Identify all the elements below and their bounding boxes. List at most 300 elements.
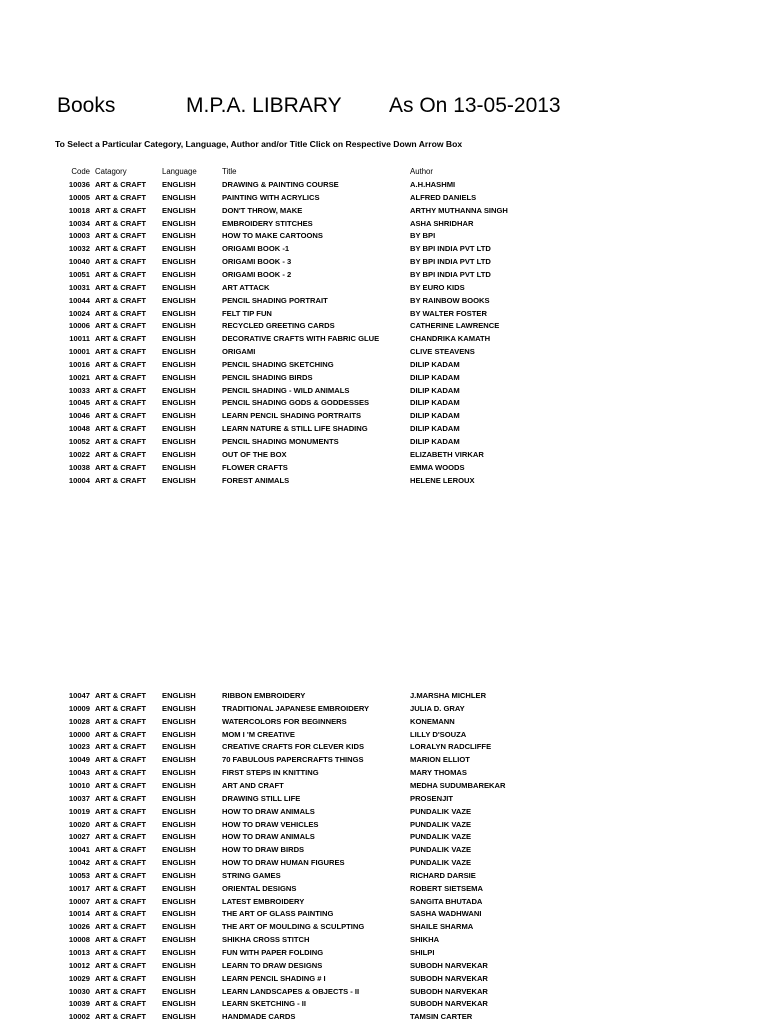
book-code: 10036 [68, 180, 90, 189]
book-title: EMBROIDERY STITCHES [222, 218, 313, 228]
book-title: ORIGAMI BOOK -1 [222, 244, 290, 254]
book-language: ENGLISH [162, 437, 196, 446]
table-row [0, 242, 768, 255]
book-category: ART & CRAFT [95, 922, 147, 932]
book-category: ART & CRAFT [95, 691, 147, 700]
book-author: BY RAINBOW BOOKS [410, 295, 490, 305]
book-title: PENCIL SHADING - WILD ANIMALS [222, 385, 350, 395]
book-author: BY BPI INDIA PVT LTD [410, 244, 491, 254]
book-language: ENGLISH [162, 449, 196, 459]
book-language: ENGLISH [162, 999, 196, 1009]
book-title: FIRST STEPS IN KNITTING [222, 768, 319, 778]
book-code: 10018 [68, 205, 90, 215]
book-code: 10029 [68, 973, 90, 983]
book-code: 10040 [68, 257, 90, 267]
book-code: 10042 [68, 858, 90, 868]
book-author: ASHA SHRIDHAR [410, 218, 474, 228]
book-title: ORIGAMI BOOK - 2 [222, 269, 292, 279]
book-category: ART & CRAFT [95, 398, 147, 408]
book-code: 10007 [68, 896, 90, 906]
book-code: 10003 [68, 231, 90, 241]
book-author: DILIP KADAM [410, 424, 460, 434]
book-author: BY BPI [410, 231, 436, 241]
book-category: ART & CRAFT [95, 896, 147, 906]
table-row [0, 920, 768, 933]
book-language: ENGLISH [162, 703, 196, 713]
book-author: DILIP KADAM [410, 398, 460, 408]
book-title: MOM I 'M CREATIVE [222, 729, 295, 739]
book-language: ENGLISH [162, 411, 196, 421]
table-row [0, 805, 768, 818]
header-books: Books [57, 94, 116, 117]
book-author: TAMSIN CARTER [410, 1012, 473, 1022]
book-author: PUNDALIK VAZE [410, 845, 472, 855]
table-row [0, 255, 768, 268]
book-code: 10038 [68, 462, 90, 472]
book-category: ART & CRAFT [95, 973, 147, 983]
book-category: ART & CRAFT [95, 180, 147, 189]
book-title: FLOWER CRAFTS [222, 462, 288, 472]
book-author: DILIP KADAM [410, 372, 460, 382]
book-code: 10045 [68, 398, 90, 408]
table-row [0, 882, 768, 895]
book-code: 10005 [68, 192, 90, 202]
book-code: 10012 [68, 960, 90, 970]
book-category: ART & CRAFT [95, 858, 147, 868]
book-code: 10041 [68, 845, 90, 855]
book-language: ENGLISH [162, 973, 196, 983]
book-author: EMMA WOODS [410, 462, 465, 472]
book-author: RICHARD DARSIE [410, 870, 476, 880]
book-author: A.H.HASHMI [410, 180, 456, 189]
book-category: ART & CRAFT [95, 411, 147, 421]
book-title: LEARN TO DRAW DESIGNS [222, 960, 323, 970]
table-row [0, 384, 768, 397]
book-language: ENGLISH [162, 793, 196, 803]
book-title: LEARN PENCIL SHADING # I [222, 973, 326, 983]
book-author: MARY THOMAS [410, 768, 467, 778]
book-code: 10039 [68, 999, 90, 1009]
table-row [0, 474, 768, 487]
book-author: ALFRED DANIELS [410, 192, 477, 202]
table-row [0, 191, 768, 204]
column-header-row [0, 165, 768, 178]
book-language: ENGLISH [162, 909, 196, 919]
book-code: 10014 [68, 909, 90, 919]
table-row [0, 830, 768, 843]
book-author: PUNDALIK VAZE [410, 832, 472, 842]
book-code: 10010 [68, 780, 90, 790]
book-code: 10006 [68, 321, 90, 331]
table-row [0, 435, 768, 448]
book-title: DON'T THROW, MAKE [222, 205, 303, 215]
book-code: 10032 [68, 244, 90, 254]
book-category: ART & CRAFT [95, 768, 147, 778]
book-language: ENGLISH [162, 806, 196, 816]
book-title: HOW TO MAKE CARTOONS [222, 231, 323, 241]
book-language: ENGLISH [162, 462, 196, 472]
book-code: 10016 [68, 359, 90, 369]
book-title: DRAWING STILL LIFE [222, 793, 301, 803]
book-author: DILIP KADAM [410, 385, 460, 395]
table-row [0, 371, 768, 384]
book-language: ENGLISH [162, 845, 196, 855]
book-title: PENCIL SHADING GODS & GODDESSES [222, 398, 370, 408]
header-library-name: M.P.A. LIBRARY [186, 94, 342, 117]
book-language: ENGLISH [162, 986, 196, 996]
table-row [0, 448, 768, 461]
book-title: ORIGAMI BOOK - 3 [222, 257, 292, 267]
book-title: 70 FABULOUS PAPERCRAFTS THINGS [222, 755, 364, 765]
book-code: 10044 [68, 295, 90, 305]
book-language: ENGLISH [162, 729, 196, 739]
book-category: ART & CRAFT [95, 819, 147, 829]
book-category: ART & CRAFT [95, 999, 147, 1009]
book-category: ART & CRAFT [95, 192, 147, 202]
book-language: ENGLISH [162, 960, 196, 970]
table-row [0, 818, 768, 831]
table-row [0, 422, 768, 435]
table-row [0, 178, 768, 191]
table-row [0, 396, 768, 409]
book-title: THE ART OF MOULDING & SCULPTING [222, 922, 365, 932]
book-title: ART ATTACK [222, 282, 270, 292]
book-code: 10043 [68, 768, 90, 778]
table-row [0, 959, 768, 972]
book-code: 10011 [69, 334, 90, 344]
book-language: ENGLISH [162, 475, 196, 485]
book-title: PENCIL SHADING MONUMENTS [222, 437, 339, 446]
book-language: ENGLISH [162, 205, 196, 215]
table-row [0, 766, 768, 779]
book-language: ENGLISH [162, 424, 196, 434]
book-language: ENGLISH [162, 883, 196, 893]
book-title: LATEST EMBROIDERY [222, 896, 305, 906]
book-code: 10028 [68, 716, 90, 726]
book-author: J.MARSHA MICHLER [410, 691, 487, 700]
book-author: SHIKHA [410, 935, 440, 945]
book-category: ART & CRAFT [95, 437, 147, 446]
col-category-header: Catagory [95, 167, 127, 176]
book-category: ART & CRAFT [95, 205, 147, 215]
col-author-header: Author [410, 167, 433, 176]
book-author: DILIP KADAM [410, 359, 460, 369]
book-language: ENGLISH [162, 269, 196, 279]
book-language: ENGLISH [162, 231, 196, 241]
book-language: ENGLISH [162, 321, 196, 331]
book-title: LEARN LANDSCAPES & OBJECTS - II [222, 986, 360, 996]
book-code: 10004 [68, 475, 90, 485]
table-row [0, 843, 768, 856]
book-title: HOW TO DRAW VEHICLES [222, 819, 319, 829]
book-language: ENGLISH [162, 180, 196, 189]
book-category: ART & CRAFT [95, 845, 147, 855]
book-language: ENGLISH [162, 832, 196, 842]
book-author: BY BPI INDIA PVT LTD [410, 269, 491, 279]
book-author: KONEMANN [410, 716, 455, 726]
book-code: 10051 [68, 269, 90, 279]
book-author: BY EURO KIDS [410, 282, 465, 292]
book-author: SHILPI [410, 948, 435, 957]
book-category: ART & CRAFT [95, 703, 147, 713]
book-category: ART & CRAFT [95, 385, 147, 395]
book-language: ENGLISH [162, 1012, 196, 1022]
table-row [0, 702, 768, 715]
table-row [0, 792, 768, 805]
book-code: 10049 [68, 755, 90, 765]
book-title: HOW TO DRAW ANIMALS [222, 806, 315, 816]
book-title: TRADITIONAL JAPANESE EMBROIDERY [222, 703, 370, 713]
book-code: 10031 [68, 282, 90, 292]
table-row [0, 345, 768, 358]
book-title: DRAWING & PAINTING COURSE [222, 180, 339, 189]
book-language: ENGLISH [162, 755, 196, 765]
book-title: HANDMADE CARDS [222, 1012, 296, 1022]
book-title: HOW TO DRAW ANIMALS [222, 832, 315, 842]
book-category: ART & CRAFT [95, 806, 147, 816]
book-category: ART & CRAFT [95, 793, 147, 803]
book-author: MEDHA SUDUMBAREKAR [410, 780, 506, 790]
book-code: 10033 [68, 385, 90, 395]
book-title: DECORATIVE CRAFTS WITH FABRIC GLUE [222, 334, 380, 344]
book-code: 10023 [68, 742, 90, 752]
book-category: ART & CRAFT [95, 462, 147, 472]
book-code: 10020 [68, 819, 90, 829]
book-title: RECYCLED GREETING CARDS [222, 321, 335, 331]
book-category: ART & CRAFT [95, 269, 147, 279]
book-code: 10052 [68, 437, 90, 446]
book-title: PENCIL SHADING BIRDS [222, 372, 313, 382]
book-category: ART & CRAFT [95, 334, 147, 344]
book-code: 10009 [68, 703, 90, 713]
book-language: ENGLISH [162, 295, 196, 305]
book-language: ENGLISH [162, 691, 196, 700]
book-author: LORALYN RADCLIFFE [410, 742, 492, 752]
table-row [0, 895, 768, 908]
book-author: PUNDALIK VAZE [410, 858, 472, 868]
table-row [0, 740, 768, 753]
table-row [0, 268, 768, 281]
book-author: SASHA WADHWANI [410, 909, 482, 919]
header-date: As On 13-05-2013 [389, 94, 561, 117]
book-author: HELENE LEROUX [410, 475, 475, 485]
book-author: ARTHY MUTHANNA SINGH [410, 205, 508, 215]
book-title: WATERCOLORS FOR BEGINNERS [222, 716, 347, 726]
book-category: ART & CRAFT [95, 244, 147, 254]
book-author: DILIP KADAM [410, 411, 460, 421]
book-code: 10000 [68, 729, 90, 739]
book-language: ENGLISH [162, 372, 196, 382]
table-row [0, 358, 768, 371]
book-title: THE ART OF GLASS PAINTING [222, 909, 334, 919]
book-title: PENCIL SHADING PORTRAIT [222, 295, 328, 305]
book-author: SHAILE SHARMA [410, 922, 474, 932]
book-category: ART & CRAFT [95, 742, 147, 752]
table-row [0, 779, 768, 792]
book-author: CLIVE STEAVENS [410, 347, 475, 357]
table-row [0, 294, 768, 307]
table-row [0, 907, 768, 920]
book-code: 10048 [68, 424, 90, 434]
table-row [0, 1010, 768, 1023]
book-code: 10001 [68, 347, 90, 357]
book-language: ENGLISH [162, 716, 196, 726]
book-title: ORIGAMI [222, 347, 256, 357]
book-category: ART & CRAFT [95, 960, 147, 970]
book-category: ART & CRAFT [95, 231, 147, 241]
book-title: CREATIVE CRAFTS FOR CLEVER KIDS [222, 742, 365, 752]
table-row [0, 281, 768, 294]
book-category: ART & CRAFT [95, 935, 147, 945]
book-category: ART & CRAFT [95, 870, 147, 880]
book-language: ENGLISH [162, 896, 196, 906]
book-author: DILIP KADAM [410, 437, 460, 446]
book-language: ENGLISH [162, 244, 196, 254]
book-category: ART & CRAFT [95, 729, 147, 739]
table-row [0, 753, 768, 766]
book-language: ENGLISH [162, 359, 196, 369]
book-category: ART & CRAFT [95, 883, 147, 893]
book-language: ENGLISH [162, 257, 196, 267]
table-row [0, 869, 768, 882]
book-author: ROBERT SIETSEMA [410, 883, 483, 893]
book-author: BY BPI INDIA PVT LTD [410, 257, 491, 267]
book-code: 10017 [68, 883, 90, 893]
book-code: 10030 [68, 986, 90, 996]
page-header [0, 94, 768, 122]
book-language: ENGLISH [162, 398, 196, 408]
book-language: ENGLISH [162, 922, 196, 932]
book-code: 10026 [68, 922, 90, 932]
book-language: ENGLISH [162, 385, 196, 395]
table-row [0, 715, 768, 728]
book-title: LEARN SKETCHING - II [222, 999, 306, 1009]
book-title: PENCIL SHADING SKETCHING [222, 359, 334, 369]
book-language: ENGLISH [162, 282, 196, 292]
book-author: ELIZABETH VIRKAR [410, 449, 484, 459]
book-title: HOW TO DRAW BIRDS [222, 845, 305, 855]
table-row [0, 728, 768, 741]
book-code: 10046 [68, 411, 90, 421]
book-language: ENGLISH [162, 780, 196, 790]
book-title: ART AND CRAFT [222, 780, 284, 790]
book-author: CATHERINE LAWRENCE [410, 321, 500, 331]
book-language: ENGLISH [162, 858, 196, 868]
book-category: ART & CRAFT [95, 257, 147, 267]
table-row [0, 946, 768, 959]
table-row [0, 461, 768, 474]
table-row [0, 229, 768, 242]
book-title: HOW TO DRAW HUMAN FIGURES [222, 858, 345, 868]
book-title: SHIKHA CROSS STITCH [222, 935, 310, 945]
table-row [0, 204, 768, 217]
book-language: ENGLISH [162, 192, 196, 202]
table-row [0, 217, 768, 230]
book-author: BY WALTER FOSTER [410, 308, 487, 318]
book-title: FUN WITH PAPER FOLDING [222, 948, 324, 957]
book-code: 10021 [68, 372, 90, 382]
book-language: ENGLISH [162, 347, 196, 357]
book-author: SUBODH NARVEKAR [410, 986, 488, 996]
book-author: JULIA D. GRAY [410, 703, 465, 713]
book-category: ART & CRAFT [95, 372, 147, 382]
book-code: 10013 [68, 948, 90, 957]
book-author: SUBODH NARVEKAR [410, 960, 488, 970]
col-language-header: Language [162, 167, 197, 176]
book-author: MARION ELLIOT [410, 755, 470, 765]
book-code: 10019 [68, 806, 90, 816]
book-category: ART & CRAFT [95, 359, 147, 369]
book-title: OUT OF THE BOX [222, 449, 287, 459]
book-author: PUNDALIK VAZE [410, 806, 472, 816]
table-row [0, 985, 768, 998]
table-row [0, 997, 768, 1010]
book-category: ART & CRAFT [95, 909, 147, 919]
book-author: SUBODH NARVEKAR [410, 973, 488, 983]
book-title: PAINTING WITH ACRYLICS [222, 192, 320, 202]
book-title: LEARN PENCIL SHADING PORTRAITS [222, 411, 362, 421]
book-title: STRING GAMES [222, 870, 281, 880]
table-row [0, 409, 768, 422]
book-language: ENGLISH [162, 334, 196, 344]
book-author: PROSENJIT [410, 793, 454, 803]
book-code: 10037 [68, 793, 90, 803]
table-row [0, 332, 768, 345]
book-category: ART & CRAFT [95, 295, 147, 305]
book-language: ENGLISH [162, 819, 196, 829]
col-title-header: Title [222, 167, 237, 176]
book-category: ART & CRAFT [95, 321, 147, 331]
book-title: LEARN NATURE & STILL LIFE SHADING [222, 424, 368, 434]
table-row [0, 689, 768, 702]
book-author: SANGITA BHUTADA [410, 896, 483, 906]
book-code: 10002 [68, 1012, 90, 1022]
book-category: ART & CRAFT [95, 1012, 147, 1022]
book-title: FELT TIP FUN [222, 308, 272, 318]
book-category: ART & CRAFT [95, 475, 147, 485]
book-author: LILLY D'SOUZA [410, 729, 467, 739]
book-language: ENGLISH [162, 218, 196, 228]
book-code: 10024 [68, 308, 90, 318]
col-code-header: Code [71, 167, 90, 176]
book-category: ART & CRAFT [95, 755, 147, 765]
book-category: ART & CRAFT [95, 449, 147, 459]
book-author: CHANDRIKA KAMATH [410, 334, 491, 344]
book-code: 10022 [68, 449, 90, 459]
table-row [0, 856, 768, 869]
book-category: ART & CRAFT [95, 716, 147, 726]
book-category: ART & CRAFT [95, 948, 147, 957]
book-code: 10047 [68, 691, 90, 700]
table-row [0, 307, 768, 320]
book-category: ART & CRAFT [95, 218, 147, 228]
book-title: ORIENTAL DESIGNS [222, 883, 297, 893]
book-category: ART & CRAFT [95, 424, 147, 434]
book-category: ART & CRAFT [95, 282, 147, 292]
book-title: RIBBON EMBROIDERY [222, 691, 306, 700]
book-author: SUBODH NARVEKAR [410, 999, 488, 1009]
table-row [0, 319, 768, 332]
book-category: ART & CRAFT [95, 986, 147, 996]
book-category: ART & CRAFT [95, 832, 147, 842]
book-language: ENGLISH [162, 742, 196, 752]
book-category: ART & CRAFT [95, 780, 147, 790]
book-language: ENGLISH [162, 768, 196, 778]
book-language: ENGLISH [162, 948, 196, 957]
book-title: FOREST ANIMALS [222, 475, 290, 485]
instruction-text: To Select a Particular Category, Language, Author and/or Title Click on Respective Down Arrow Box [55, 139, 463, 149]
book-language: ENGLISH [162, 935, 196, 945]
